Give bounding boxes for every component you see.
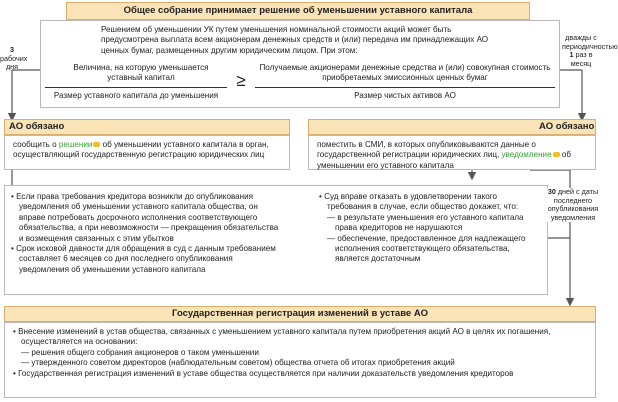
creditors-box <box>4 185 548 295</box>
list-item: • Если права требования кредитора возникли до опубликования уведомления об уменьшении уставного капитала общества, он вправе потребовать досрочного исполнения соответствующего обязательства, а при невозможности — прекращения обязательства и возмещения связанных с этим убытков <box>11 192 279 243</box>
meeting-decision-header <box>66 2 530 20</box>
list-item: • Внесение изменений в устав общества, связанных с уменьшением уставного капитала путем приобретения акций АО в целях их погашения, осуществляется на основании: <box>13 327 551 347</box>
registration-box <box>4 322 596 398</box>
formula-left-numerator: Величина, на которую уменьшается уставный капитал <box>73 63 209 83</box>
formula-left-fraction-line <box>45 87 227 88</box>
list-item: — решения общего собрания акционеров о таком уменьшении <box>21 347 259 357</box>
list-item: — обеспечение, предоставленное для надлежащего исполнения соответствующего обязательства, является достаточным <box>327 233 526 264</box>
formula-right-denominator: Размер чистых активов АО <box>354 91 456 100</box>
meeting-decision-box <box>40 20 560 108</box>
left-timing-note: 3 рабочих дня <box>0 45 28 72</box>
thirty-days-note: 30 дней с даты последнего опубликования уведомления <box>547 187 599 222</box>
left-duty-title: АО обязано <box>9 121 65 132</box>
right-duty-header <box>308 119 596 135</box>
formula-operator: ≥ <box>236 71 246 90</box>
list-item: • Государственная регистрация изменений в уставе общества осуществляется при наличии доказательств уведомления кредиторов <box>13 368 514 378</box>
meeting-decision-text: Решением об уменьшении УК путем уменьшения номинальной стоимости акций может быть предусмотрена выплата всем акционерам денежных средств и (или) передача им принадлежащих АО ценных бумаг, размещенных другим юридическим лицом. При этом: <box>101 25 489 55</box>
meeting-decision-title: Общее собрание принимает решение об уменьшении уставного капитала <box>123 5 473 16</box>
list-item: • Срок исковой давности для обращения в суд с данным требованием составляет 6 месяцев со дня последнего опубликования уведомления об уменьшении уставного капитала <box>11 244 276 274</box>
notification-link[interactable]: уведомление <box>501 150 552 160</box>
decision-link[interactable]: решении <box>58 140 93 149</box>
registration-header <box>4 306 596 322</box>
left-duty-header <box>4 119 290 135</box>
formula-right-numerator: Получаемые акционерами денежные средства и (или) совокупная стоимость приобретаемых эмиссионных ценных бумаг <box>259 63 551 83</box>
list-item: — в результате уменьшения его уставного капитала права кредиторов не нарушаются <box>327 212 524 233</box>
creditors-right-list <box>319 192 533 265</box>
left-duty-box: сообщить о решении об уменьшении уставного капитала в орган, осуществляющий государственную регистрацию юридических лиц <box>4 135 290 170</box>
right-timing-note: дважды с периодичностью 1 раз в месяц <box>562 33 618 68</box>
right-duty-box: поместить в СМИ, в которых опубликовываются данные о государственной регистрации юридических лиц, уведомление об уменьшении его уставного капитала <box>308 135 596 170</box>
creditors-left-list <box>11 192 281 275</box>
registration-title: Государственная регистрация изменений в уставе АО <box>172 308 428 319</box>
list-item: — утвержденного советом директоров (наблюдательным советом) общества отчета об итогах приобретения акций <box>21 358 455 368</box>
comment-icon <box>553 152 560 157</box>
right-duty-title: АО обязано <box>539 121 595 132</box>
list-item: • Суд вправе отказать в удовлетворении такого требования в случае, если общество докажет, что: <box>319 192 519 212</box>
formula-right-fraction-line <box>255 87 555 88</box>
formula-left-denominator: Размер уставного капитала до уменьшения <box>53 91 219 100</box>
